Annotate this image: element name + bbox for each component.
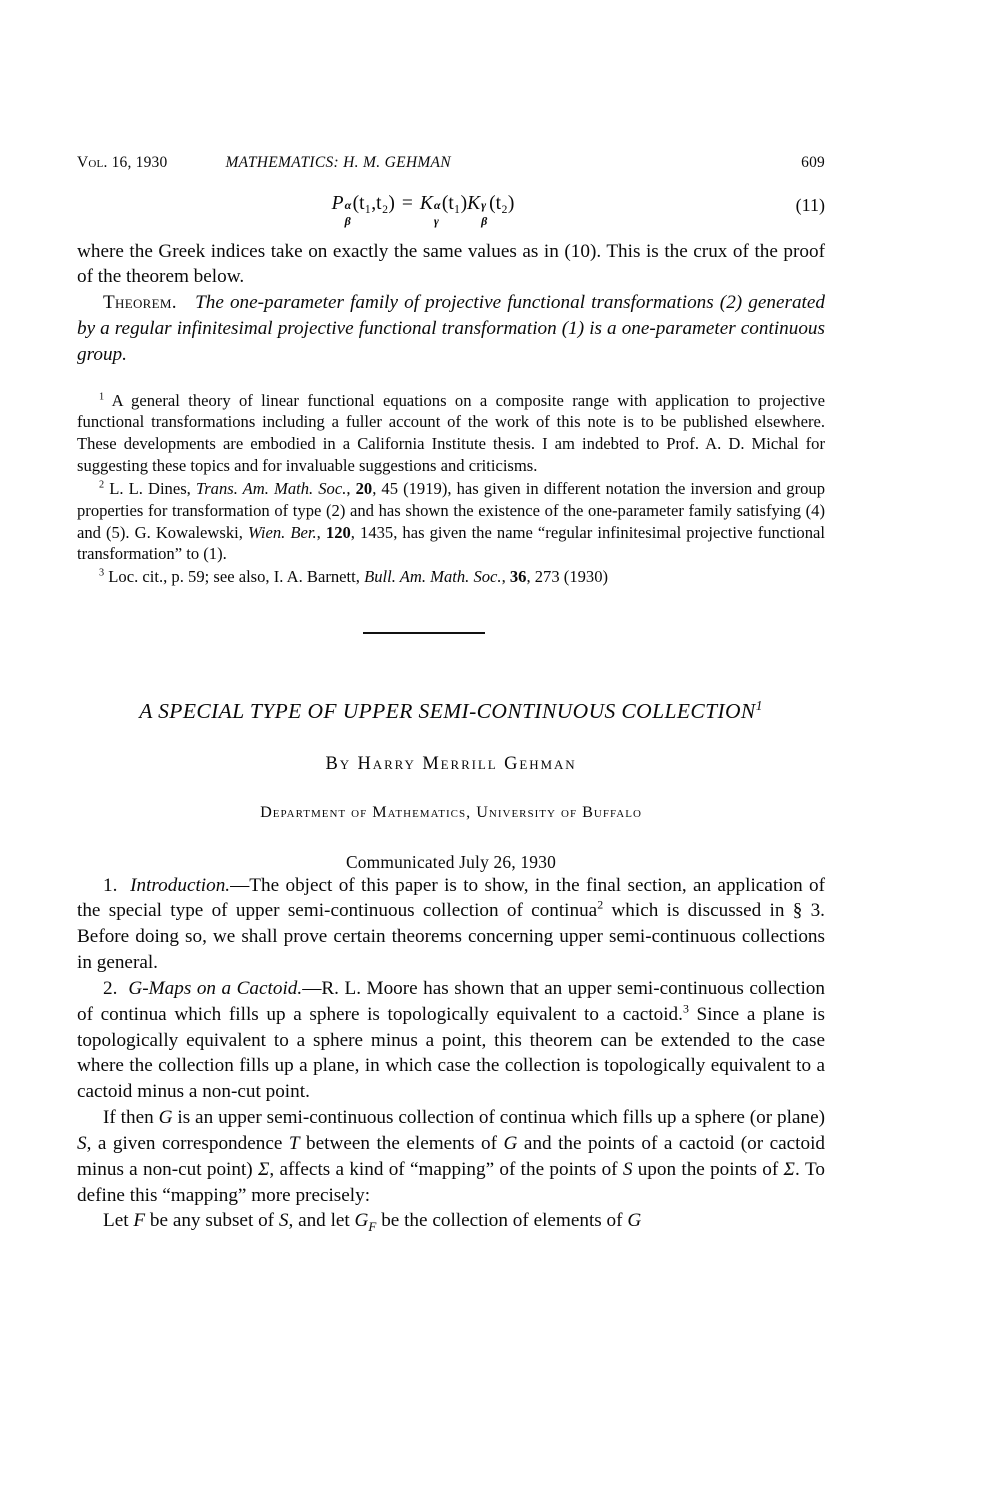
- theorem-label: Theorem.: [103, 292, 177, 314]
- math-var-g-3: G: [627, 1210, 642, 1232]
- section-2-footnote-marker: 3: [682, 1001, 689, 1016]
- footnote-1: [77, 390, 825, 477]
- footnote-3-journal: Bull. Am. Math. Soc.: [364, 567, 502, 587]
- section-divider-wrap: [77, 632, 825, 646]
- section-1-footnote-marker: 2: [597, 898, 604, 913]
- equation-lhs-args: (t₁,t₂): [352, 192, 395, 214]
- footnote-2-part3: , 45 (1919), has given in different notation the inversion and group properties for transformation of type (2) and has shown the existence of the one-parameter family satisfying (4) and (5). G. Kowalewski,: [77, 478, 826, 542]
- paragraph-let-f: [77, 1208, 825, 1234]
- equation-lhs-subscript: β: [344, 213, 351, 228]
- page-content: [77, 0, 825, 1234]
- footnote-3-part1: Loc. cit., p. 59; see also, I. A. Barnett,: [108, 567, 365, 587]
- paragraph-if-then: [77, 1105, 825, 1208]
- footnote-2-journal-1: Trans. Am. Math. Soc.: [195, 478, 347, 498]
- footnote-2-journal-2: Wien. Ber.: [248, 522, 317, 542]
- if-then-p1: If then: [103, 1107, 159, 1129]
- if-then-p3: , a given correspondence: [86, 1132, 289, 1154]
- let-f-p3: , and let: [288, 1210, 355, 1232]
- math-var-g-2: G: [503, 1132, 518, 1154]
- math-var-g-1: G: [158, 1107, 173, 1129]
- math-var-g-sub-f-subscript: F: [368, 1219, 377, 1235]
- footnote-3-part2: ,: [501, 567, 510, 587]
- footnote-2: [77, 478, 825, 565]
- section-1-heading: Introduction.: [130, 874, 231, 896]
- math-var-s-2: S: [622, 1158, 633, 1180]
- equation-number: (11): [795, 194, 825, 215]
- article-affiliation: Department of Mathematics, University of Buffalo: [260, 802, 642, 821]
- if-then-p8: . To define this “mapping” more precisely:: [77, 1158, 825, 1206]
- theorem-paragraph: [77, 290, 825, 367]
- equation-rhs1-args: (t₁): [441, 192, 468, 214]
- footnote-2-part1: L. L. Dines,: [109, 478, 196, 498]
- article-communicated-date: Communicated July 26, 1930: [345, 851, 556, 872]
- if-then-p2: is an upper semi-continuous collection of continua which fills up a sphere (or plane): [172, 1107, 825, 1129]
- equation-operator: =: [401, 192, 413, 214]
- display-equation-row: [77, 193, 825, 229]
- section-divider-rule: [363, 632, 485, 634]
- footnote-2-volume-2: 120: [325, 522, 351, 542]
- section-1-paragraph: [77, 873, 825, 976]
- paragraph-after-equation: where the Greek indices take on exactly the same values as in (10). This is the crux of the proof of the theorem below.: [77, 240, 825, 288]
- if-then-p6: , affects a kind of “mapping” of the points of: [269, 1158, 623, 1180]
- equation-lhs-superscript: α: [344, 197, 352, 212]
- math-var-t: T: [288, 1132, 300, 1154]
- section-1-text-before-footnote: The object of this paper is to show, in the final section, an application of the special type of upper semi-continuous collection of continua: [77, 874, 826, 922]
- footnotes: [77, 390, 825, 588]
- footnote-3-volume: 36: [509, 567, 527, 587]
- section-1-number: 1.: [103, 874, 118, 896]
- footnote-2-marker: 2: [99, 479, 105, 491]
- math-var-sigma-2: Σ: [783, 1158, 795, 1180]
- article-byline: By Harry Merrill Gehman: [325, 753, 577, 774]
- footnote-2-volume-1: 20: [355, 478, 373, 498]
- section-2-dash: —: [302, 977, 322, 999]
- footnote-1-text: A general theory of linear functional equations on a composite range with application to projective functional transformations including a fuller account of the work of this note is to be published elsewhere. These developments are embodied in a California Institute thesis. I am indebted to Prof. A. D. Michal for suggesting these topics and for invaluable suggestions and criticisms.: [77, 390, 825, 476]
- running-head: [77, 155, 825, 171]
- section-2-number: 2.: [103, 977, 118, 999]
- math-var-s-1: S: [77, 1132, 87, 1154]
- let-f-p2: be any subset of: [145, 1210, 279, 1232]
- math-var-g-sub-f: G: [354, 1210, 369, 1232]
- if-then-p5: and the points of a cactoid (or cactoid minus a non-cut point): [77, 1132, 825, 1180]
- display-equation: [331, 192, 515, 228]
- section-2-text-after-footnote: Since a plane is topologically equivalent to a sphere minus a point, this theorem can be extended to the case where the collection fills up a plane, in which case the collection is topologically equivalent to a cactoid minus a non-cut point.: [77, 1003, 825, 1103]
- footnote-3: [77, 566, 825, 588]
- article-title-text: A SPECIAL TYPE OF UPPER SEMI-CONTINUOUS COLLECTION: [139, 698, 756, 723]
- equation-rhs1-subscript: γ: [433, 213, 439, 228]
- section-2-paragraph: [77, 976, 825, 1105]
- equation-rhs1-base: K: [419, 192, 433, 214]
- if-then-p4: between the elements of: [299, 1132, 504, 1154]
- footnote-2-part2: ,: [346, 478, 356, 498]
- footnote-3-marker: 3: [99, 567, 105, 579]
- section-1-text-after-footnote: which is discussed in § 3. Before doing so, we shall prove certain theorems concerning upper semi-continuous collections in general.: [77, 900, 825, 974]
- footnote-3-part3: , 273 (1930): [526, 567, 609, 587]
- section-2-heading: G-Maps on a Cactoid.: [128, 977, 303, 999]
- if-then-p7: upon the points of: [632, 1158, 784, 1180]
- equation-rhs2-superscript: γ: [481, 197, 487, 212]
- equation-rhs2-base: K: [467, 192, 481, 214]
- math-var-s-3: S: [278, 1210, 289, 1232]
- section-1-dash: —: [230, 874, 250, 896]
- equation-rhs2-args: (t₂): [489, 192, 515, 214]
- running-head-title: MATHEMATICS: H. M. GEHMAN: [225, 154, 451, 171]
- footnote-2-part5: , 1435, has given the name “regular infinitesimal projective functional transformation” to (1).: [77, 522, 825, 564]
- equation-rhs2-subscript: β: [481, 213, 488, 228]
- article-title-footnote-marker: 1: [755, 697, 763, 713]
- equation-lhs-base: P: [331, 192, 344, 214]
- math-var-sigma-1: Σ: [257, 1158, 270, 1180]
- article-title: [77, 697, 825, 724]
- math-var-f: F: [133, 1210, 146, 1232]
- theorem-statement: The one-parameter family of projective functional transformations (2) generated by a regular infinitesimal projective functional transformation (1) is a one-parameter continuous group.: [77, 292, 825, 365]
- page-number: 609: [801, 154, 825, 171]
- let-f-p1: Let: [103, 1210, 134, 1232]
- footnote-2-part4: ,: [316, 522, 326, 542]
- footnote-1-marker: 1: [99, 391, 105, 403]
- equation-rhs1-superscript: α: [433, 197, 441, 212]
- running-head-volume: Vol. 16, 1930: [77, 154, 168, 171]
- let-f-p4: be the collection of elements of: [376, 1210, 628, 1232]
- section-2-text-before-footnote: R. L. Moore has shown that an upper semi-continuous collection of continua which fills up a sphere is topologically equivalent to a cactoid.: [77, 977, 825, 1025]
